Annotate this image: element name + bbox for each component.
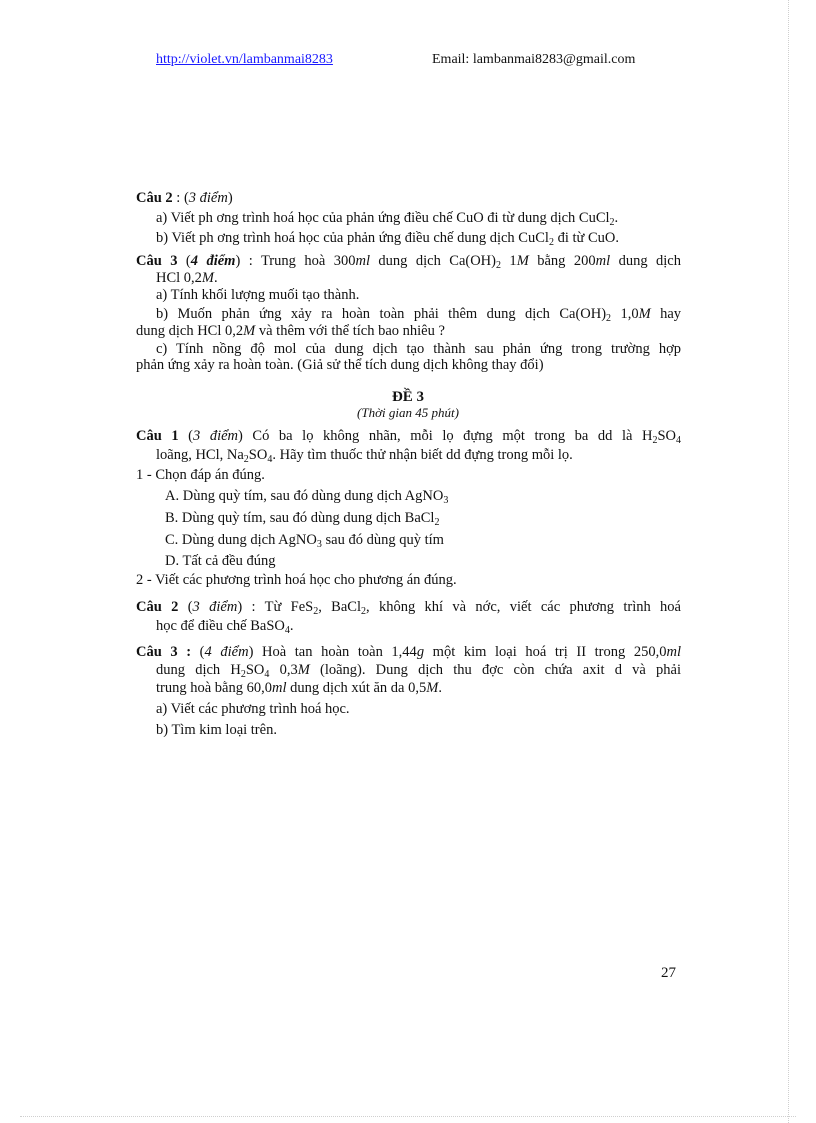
q3-part-a: a) Viết các phương trình hoá học.: [156, 701, 350, 717]
q1-heading-line-2: loãng, HCl, $Na_2SO_4$. Hãy tìm thuốc thử nhận biết dd đựng trong mỗi lọ.: [156, 447, 573, 465]
header-website-link[interactable]: http://violet.vn/lambanmai8283: [156, 52, 333, 67]
q1-option-c: C. Dùng dung dịch AgNO$_3$ sau đó dùng quỳ tím: [165, 532, 444, 550]
q1-option-a: A. Dùng quỳ tím, sau đó dùng dung dịch AgNO$_3$: [165, 488, 449, 506]
q2-heading-line-1: Câu 2 (3 điểm) : Từ FeS$_2$, BaCl$_2$, không khí và nớc, viết các phương trình hoá: [136, 599, 681, 617]
q3-heading-line-3: trung hoà bằng 60,0ml dung dịch xút ăn da 0,5M.: [156, 680, 442, 696]
q3-part-b: b) Tìm kim loại trên.: [156, 722, 277, 738]
exam-duration: (Thời gian 45 phút): [357, 405, 459, 420]
cau3-part-b-line-2: dung dịch HCl 0,2M và thêm với thể tích bao nhiêu ?: [136, 323, 445, 339]
cau2-part-a: a) Viết ph ơng trình hoá học của phản ứng điều chế CuO đi từ dung dịch CuCl$_2$.: [156, 210, 619, 228]
cau3-part-c-line-2: phản ứng xảy ra hoàn toàn. (Giả sử thể tích dung dịch không thay đổi): [136, 357, 544, 373]
cau2-part-b: b) Viết ph ơng trình hoá học của phản ứng điều chế dung dịch CuCl$_2$ đi từ CuO.: [156, 230, 619, 248]
q1-heading-line-1: Câu 1 (3 điểm) Có ba lọ không nhãn, mỗi lọ đựng một trong ba dd là $H_2SO_4$: [136, 428, 681, 446]
cau3-heading-line: Câu 3 (4 điểm) : Trung hoà 300ml dung dịch $Ca(OH)_2$ 1M bằng 200ml dung dịch: [136, 253, 681, 271]
cau3-part-a: a) Tính khối lượng muối tạo thành.: [156, 287, 360, 303]
q2-heading-line-2: học để điều chế BaSO$_4$.: [156, 618, 294, 636]
q3-heading-line-2: dung dịch $H_2SO_4$ 0,3M (loãng). Dung dịch thu đợc còn chứa axit d và phải: [156, 662, 682, 680]
q1-subquestion-1: 1 - Chọn đáp án đúng.: [136, 467, 265, 483]
cau3-part-c-line-1: c) Tính nồng độ mol của dung dịch tạo thành sau phản ứng trong trường hợp: [156, 341, 681, 357]
q1-subquestion-2: 2 - Viết các phương trình hoá học cho phương án đúng.: [136, 572, 457, 588]
page-right-guide: [788, 0, 789, 1123]
cau3-part-b-line-1: b) Muốn phản ứng xảy ra hoàn toàn phải thêm dung dịch $Ca(OH)_2$ 1,0M hay: [156, 306, 682, 324]
q1-option-b: B. Dùng quỳ tím, sau đó dùng dung dịch BaCl$_2$: [165, 510, 440, 528]
cau2-heading: Câu 2 : (3 điểm): [136, 190, 233, 206]
header-email: Email: lambanmai8283@gmail.com: [432, 52, 636, 67]
q3-heading-line-1: Câu 3 : (4 điểm) Hoà tan hoàn toàn 1,44g một kim loại hoá trị II trong 250,0ml: [136, 644, 681, 660]
exam-title: ĐỀ 3: [391, 389, 425, 405]
page-bottom-guide: [20, 1116, 796, 1117]
cau3-heading-line-2: HCl 0,2M.: [156, 270, 218, 286]
q1-option-d: D. Tất cả đều đúng: [165, 553, 276, 569]
page-number: 27: [661, 965, 676, 981]
